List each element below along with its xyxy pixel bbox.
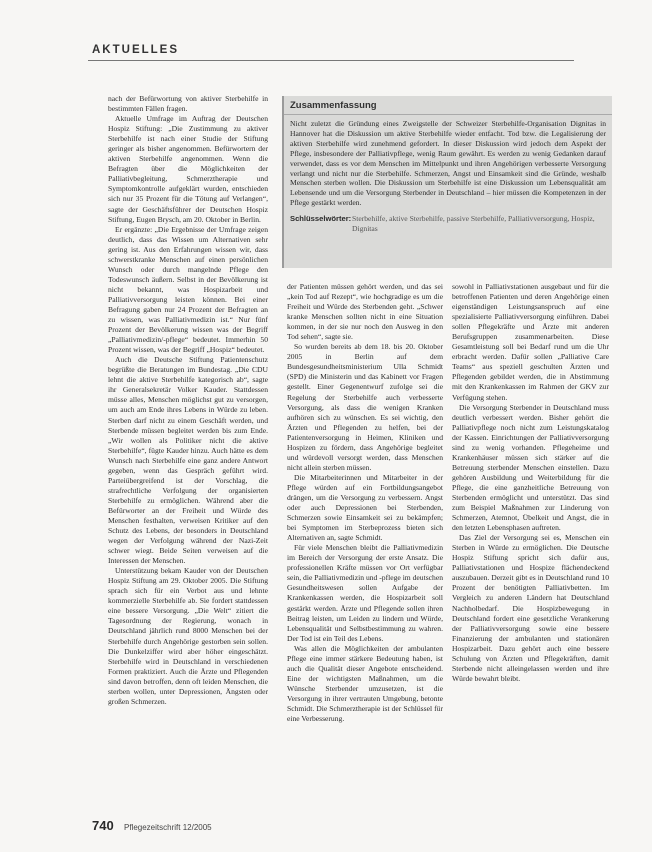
paragraph: Was allen die Möglichkeiten der ambulanten Pflege eine immer stärkere Bedeutung haben, ist auch die Qualität dieser Angebote entscheidend. Eine der wichtigsten Maßnahmen, um die Wünsche Sterbender umzusetzen, ist die Versorgung in ihrer vertrauten Umgebung, betonte Schmidt. Die Schmerztherapie ist der Schlüssel für eine Verbesserung. <box>287 643 443 724</box>
paragraph: Unterstützung bekam Kauder von der Deutschen Hospiz Stiftung am 29. Oktober 2005. Die Stiftung sprach sich für ein Verbot aus und lehnte kommerzielle Sterbehilfe ab. Sie fordert stattdessen eine bessere Versorgung. „Die Welt“ zitiert die Tagesordnung der Regierung, wonach in Deutschland jährlich rund 8000 Menschen bei der Sterbehilfe durch Angehörige gestorben sein sollen. Die Dunkelziffer wird aber höher eingeschätzt. Sterbehilfe wird in Deutschland in verschiedenen Formen praktiziert. Auch die Ärzte und Pflegenden sind davon betroffen, denn oft leiden Menschen, die sterben wollen, unter Depressionen, Ängsten oder großen Schmerzen. <box>108 566 268 706</box>
section-title: AKTUELLES <box>92 44 179 56</box>
journal-name: Pflegezeitschrift 12/2005 <box>124 823 212 832</box>
keywords-label: Schlüsselwörter: <box>290 214 352 224</box>
paragraph: Er ergänzte: „Die Ergebnisse der Umfrage zeigen deutlich, dass das Wissen um Alternativen sehr gering ist. Aus den Erfahrungen wissen wir, dass schwerstkranke Menschen auf einen persönlichen Wunsch oder durch mangelnde Pflege den Todeswunsch äußern. Selbst in der Bevölkerung ist nicht bekannt, was Hospizarbeit und Palliativversorgung leisten können. Bei einer Befragung gaben nur 24 Prozent der Befragten an zu wissen, was Palliativmedizin ist.“ Nur fünf Prozent der Bevölkerung wissen was der Begriff „Palliativmedizin/-pflege“ bedeutet. Immerhin 50 Prozent wissen, was der Begriff „Hospiz“ bedeutet. <box>108 224 268 355</box>
paragraph: Die Versorgung Sterbender in Deutschland muss deutlich verbessert werden. Bisher gehört die Palliativpflege noch nicht zum Leistungskatalog der Kassen. Einrichtungen der Palliativversorgung sind zu wenig vorhanden. Pflegeheime und Krankenhäuser müssen sich stärker auf die Betreuung sterbender Menschen einstellen. Dazu gehören Ausbildung und Weiterbildung für die Pflege, die eine ganzheitliche Betreuung von Sterbenden ermöglicht und unterstützt. Das sind zum Beispiel Maßnahmen zur Linderung von Schmerzen, Atemnot, Übelkeit und Angst, die in den letzten Lebensphasen auftreten. <box>452 402 609 533</box>
text-column-3 <box>452 282 609 818</box>
paragraph: So wurden bereits ab dem 18. bis 20. Oktober 2005 in Berlin auf dem Bundesgesundheitsministerium Ulla Schmidt (SPD) die Ministerin und das Kabinett vor Fragen gestellt. Einer Gegenentwurf zufolge sei die Regelung der Sterbehilfe auch verbesserte Versorgung, als dass die wenigen Kranken aufhören sich zu wünschen. Es sei wichtig, den Ärzten und Pflegenden zu helfen, bei der Patientenversorgung in Heimen, Kliniken und Hospizen zu fördern, dass Angehörige begleitet und würdevoll versorgt werden, dass Menschen nicht allein sterben müssen. <box>287 342 443 472</box>
keywords-text: Sterbehilfe, aktive Sterbehilfe, passive Sterbehilfe, Palliativversorgung, Hospiz, Dignitas <box>352 214 595 234</box>
paragraph: nach der Befürwortung von aktiver Sterbehilfe in bestimmten Fällen fragen. <box>108 94 268 114</box>
keywords-row <box>284 212 612 236</box>
text-column-1 <box>108 94 268 820</box>
paragraph: Das Ziel der Versorgung sei es, Menschen ein Sterben in Würde zu ermöglichen. Die Deutsche Hospiz Stiftung spricht sich dafür aus, Palliativstationen und Hospize flächendeckend auszubauen. Derzeit gibt es in Deutschland rund 10 Prozent der benötigten Palliativbetten. Im Vergleich zu anderen Ländern hat Deutschland Nachholbedarf. Die Hospizbewegung in Deutschland fordert eine gesetzliche Verankerung der Palliativversorgung sowie eine bessere Finanzierung der ambulanten und stationären Hospizarbeit. Dazu gehört auch eine bessere Schulung von Ärzten und Pflegekräften, damit Sterbende nicht alleingelassen werden und ihre Würde bewahrt bleibt. <box>452 533 609 683</box>
header-rule <box>88 60 574 61</box>
summary-title: Zusammenfassung <box>284 96 612 115</box>
page-number: 740 <box>92 818 114 833</box>
summary-text: Nicht zuletzt die Gründung eines Zweigstelle der Schweizer Sterbehilfe-Organisation Dignitas in Hannover hat die Diskussion um aktive Sterbehilfe wieder entfacht. Tod bzw. die Legalisierung der aktiven Sterbehilfe wird zunehmend gefordert. In dieser Diskussion wird jedoch dem Aspekt der Pflege, insbesondere der Palliativpflege, wenig Raum gewährt. Es werden zu wenig Gedanken darauf verwendet, dass es vor dem Menschen im Mittelpunkt und ihren Angehörigen verbesserte Versorgung verlangt und nicht nur die Sterbehilfe. Schmerzen, Angst und Einsamkeit sind die Gründe, weshalb Menschen sterben wollen. Die Diskussion um Sterbehilfe ist eine Diskussion um Lebensqualität am Lebensende und um die Versorgung Sterbender in Deutschland – hier müssen die Kompetenzen in der Pflege gestärkt werden. <box>290 119 606 208</box>
paragraph: Auch die Deutsche Stiftung Patientenschutz begrüßte die Beratungen im Bundestag. „Die CDU lehnt die aktive Sterbehilfe kategorisch ab“, sagte ihr Generalsekretär Volker Kauder. Stattdessen müsse alles, Menschen möglichst gut zu versorgen, um auch am Ende ihres Lebens in Würde zu leben. Sterben darf nicht zu einem Geschäft werden, und Sterbende müssen begleitet werden bis zum Ende. „Wir wollen als Politiker nicht die aktive Sterbehilfe“, fügte Kauder hinzu. Auch hätte es dem Wunsch nach Sterbehilfe eine ganz andere Antwort gegeben, wenn das Gespräch geführt wird. Parteiübergreifend ist der Vorschlag, die strafrechtliche Verfolgung der organisierten Sterbehilfe zu ermöglichen. Während aber die Befürworter an der Freiheit und Würde des Menschen festhalten, verweisen Kritiker auf den Schutz des Lebens, der besonders in Deutschland wegen der Verfolgung während der Nazi-Zeit schwer wiegt. Beide Seiten verweisen auf die Interessen der Menschen. <box>108 355 268 566</box>
paragraph: Für viele Menschen bleibt die Palliativmedizin im Bereich der Versorgung der erste Ansatz. Die professionellen Kräfte müssen vor Ort verfügbar sein, die Palliativmedizin und -pflege im deutschen Gesundheitswesen sollen Aufgabe der Krankenkassen werden, die Hospizarbeit soll gestärkt werden. Ärzte und Pflegende sollen ihren Beitrag leisten, um Leiden zu lindern und Würde, Lebensqualität und Selbstbestimmung zu wahren. Der Tod ist ein Teil des Lebens. <box>287 543 443 643</box>
paragraph: der Patienten müssen gehört werden, und das sei „kein Tod auf Rezept“, wie hochgradige es um die Freiheit und Würde des Sterbenden geht. „Schwer kranke Menschen sollten nicht in eine Situation kommen, in der sie nur noch den Ausweg in den Tod sehen“, sagte sie. <box>287 282 443 342</box>
text-column-2 <box>287 282 443 818</box>
summary-box <box>282 96 612 268</box>
paragraph: Die Mitarbeiterinnen und Mitarbeiter in der Pflege würden auf ein Fortbildungsangebot drängen, um die Versorgung zu verbessern. Angst oder auch Depressionen bei Sterbenden, Schmerzen sowie Einsamkeit sei zu bekämpfen; bei Symptomen im Sterbeprozess bieten sich Alternativen an, sagte Schmidt. <box>287 472 443 543</box>
paragraph: Aktuelle Umfrage im Auftrag der Deutschen Hospiz Stiftung: „Die Zustimmung zu aktiver Sterbehilfe ist nach einer Studie der Stiftung geringer als bisher angenommen. Befürwortern der aktiven Sterbehilfe angenommen. Wenn die Befragten über die Möglichkeiten der Palliativbegleitung, Schmerztherapie und Symptomkontrolle aufgeklärt wurden, entschieden sich nur 35 Prozent für die Tötung auf Verlangen“, sagte der Geschäftsführer der Deutschen Hospiz Stiftung, Eugen Brysch, am 20. Oktober in Berlin. <box>108 114 268 224</box>
paragraph: sowohl in Palliativstationen ausgebaut und für die betroffenen Patienten und deren Angehörige einen eigenständigen Leistungsanspruch auf eine spezialisierte Palliativversorgung einführen. Dabei sollen Pflegekräfte und Ärzte mit anderen Berufsgruppen zusammenarbeiten. Diese Gesamtleistung soll bei Bedarf rund um die Uhr erbracht werden. Dafür sollen „Palliative Care Teams“ aus speziell geschulten Ärzten und Pflegenden gebildet werden, die in Abstimmung mit den Krankenkassen im Rahmen der GKV zur Verfügung stehen. <box>452 282 609 402</box>
